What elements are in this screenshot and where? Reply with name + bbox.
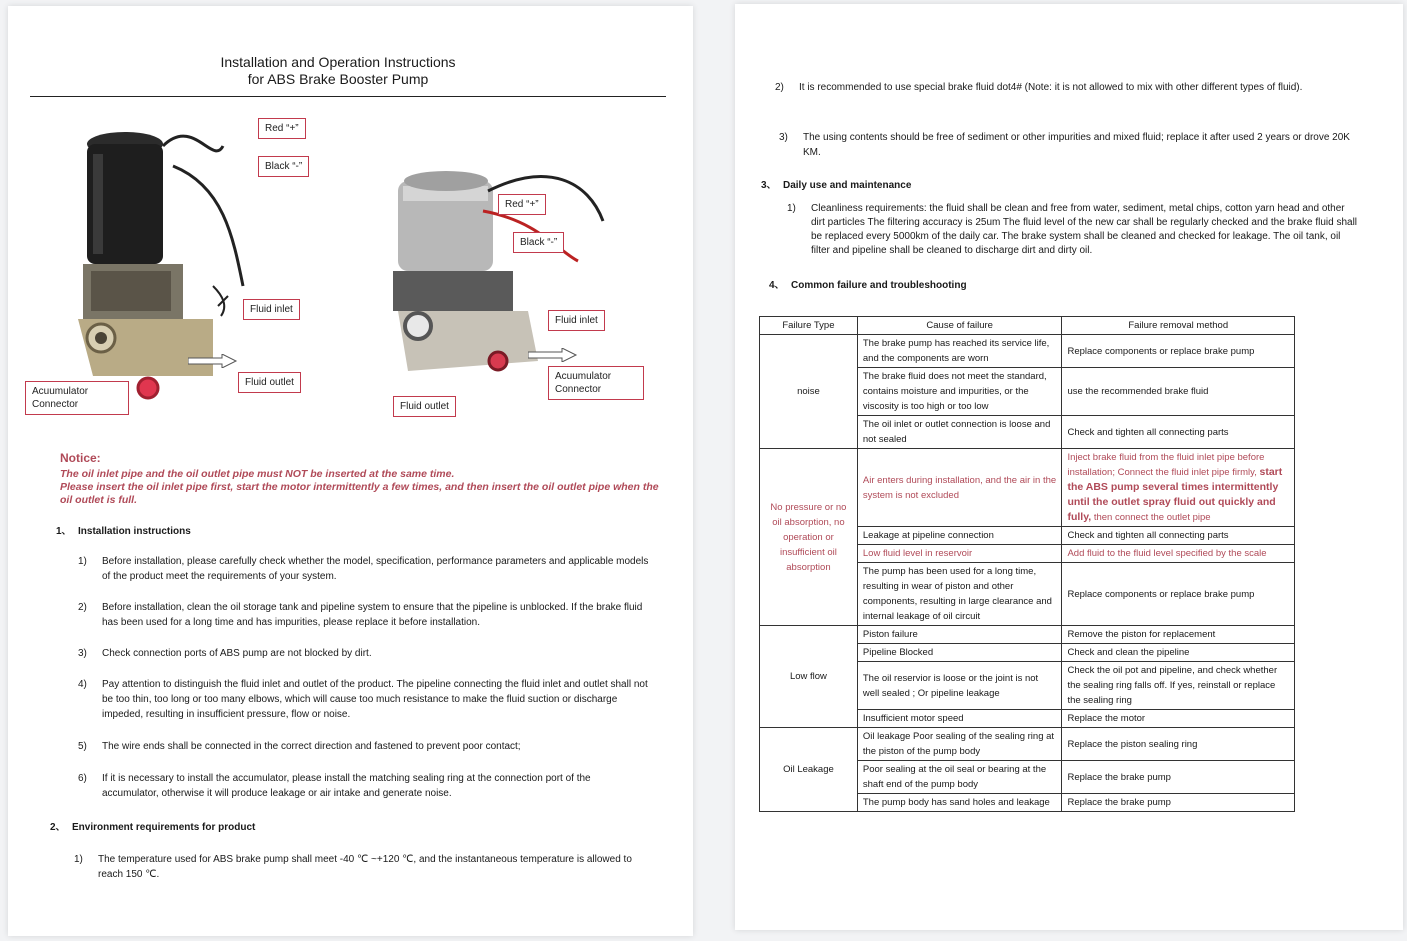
item-number: 4): [78, 679, 87, 690]
label-black-minus-2: Black “-”: [513, 232, 564, 253]
arrow-right-icon: [188, 354, 238, 368]
document-title: [128, 54, 548, 88]
cause-cell: Oil leakage Poor sealing of the sealing ring at the piston of the pump body: [857, 728, 1062, 761]
item-text: The using contents should be free of sediment or other impurities and mixed fluid; replace it after used 2 years or drove 20K KM.: [803, 132, 1350, 158]
item-number: 5): [78, 741, 87, 752]
right-page: [735, 4, 1403, 930]
section-title: Common failure and troubleshooting: [791, 280, 967, 291]
method-cell: use the recommended brake fluid: [1062, 368, 1295, 416]
method-cell: Replace components or replace brake pump: [1062, 563, 1295, 626]
label-accumulator-2-line1: Acuumulator: [555, 371, 612, 382]
item-number: 3): [779, 132, 788, 143]
item-text: Before installation, please carefully check whether the model, specification, performance parameters and applicable models of the product meet the requirements of your system.: [102, 556, 649, 582]
method-cell: Check and tighten all connecting parts: [1062, 416, 1295, 449]
item-number: 2): [78, 602, 87, 613]
section-installation-heading: [56, 522, 191, 537]
method-cell: Replace the piston sealing ring: [1062, 728, 1295, 761]
cause-cell: Insufficient motor speed: [857, 710, 1062, 728]
item-text: If it is necessary to install the accumulator, please install the matching sealing ring at the connection port of the accumulator, otherwise it will produce leakage or air intake and generate noise.: [102, 773, 591, 799]
section-maintenance-heading: [761, 176, 911, 191]
item-text: Cleanliness requirements: the fluid shall be clean and free from water, sediment, metal chips, cotton yarn head and other dirt particles The filtering accuracy is 25um The fluid level of the new car shall be regularly checked and the brake fluid shall be replaced every 5000km of the daily car. The brake system shall be cleaned and checked for leakage. The oil tank, oil filter and pipeline shall be cleaned to discharge dirt and dirty oil.: [811, 203, 1358, 256]
failure-type-low-flow: Low flow: [760, 626, 858, 728]
cause-cell: Piston failure: [857, 626, 1062, 644]
failure-table: [759, 316, 1295, 812]
notice-heading: Notice:: [60, 451, 101, 465]
header-method: Failure removal method: [1062, 317, 1295, 335]
title-line-1: Installation and Operation Instructions: [220, 54, 456, 70]
cause-cell: Poor sealing at the oil seal or bearing at the shaft end of the pump body: [857, 761, 1062, 794]
section-number: 1、: [56, 526, 72, 537]
cause-cell: The pump body has sand holes and leakage: [857, 794, 1062, 812]
item-text: Before installation, clean the oil storage tank and pipeline system to ensure that the pipeline is unblocked. If the brake fluid has been used for a long time and has impurities, please replace it before installation.: [102, 602, 643, 628]
section-environment-heading: [50, 818, 255, 833]
table-row: [760, 449, 1295, 527]
title-rule: [30, 96, 666, 97]
method-cell: Replace the brake pump: [1062, 794, 1295, 812]
section-title: Installation instructions: [78, 526, 191, 537]
method-cell: Replace components or replace brake pump: [1062, 335, 1295, 368]
table-header-row: [760, 317, 1295, 335]
header-failure-type: Failure Type: [760, 317, 858, 335]
header-cause: Cause of failure: [857, 317, 1062, 335]
method-cell: Add fluid to the fluid level specified by the scale: [1062, 545, 1295, 563]
left-page: [8, 6, 693, 936]
cause-cell: Air enters during installation, and the air in the system is not excluded: [857, 449, 1062, 527]
cause-cell: Low fluid level in reservoir: [857, 545, 1062, 563]
method-part-bold: start the ABS pump several times intermittently until the outlet spray fluid out quickly and fully,: [1067, 466, 1283, 523]
item-number: 2): [775, 82, 784, 93]
failure-type-oil-leakage: Oil Leakage: [760, 728, 858, 812]
item-number: 1): [74, 854, 83, 865]
label-fluid-inlet-2: Fluid inlet: [548, 310, 605, 331]
label-fluid-inlet-1: Fluid inlet: [243, 299, 300, 320]
item-number: 1): [78, 556, 87, 567]
item-number: 1): [787, 203, 796, 214]
section-title: Daily use and maintenance: [783, 180, 912, 191]
failure-type-noise: noise: [760, 335, 858, 449]
item-text: The wire ends shall be connected in the correct direction and fastened to prevent poor contact;: [102, 741, 521, 752]
cause-cell: The oil inlet or outlet connection is loose and not sealed: [857, 416, 1062, 449]
label-accumulator-2: [548, 366, 644, 400]
item-number: 3): [78, 648, 87, 659]
section-number: 3、: [761, 180, 777, 191]
cause-cell: The brake pump has reached its service life, and the components are worn: [857, 335, 1062, 368]
method-cell: Remove the piston for replacement: [1062, 626, 1295, 644]
method-cell: Check the oil pot and pipeline, and check whether the sealing ring falls off. If yes, reinstall or replace the sealing ring: [1062, 662, 1295, 710]
cause-cell: The brake fluid does not meet the standard, contains moisture and impurities, or the viscosity is too high or too low: [857, 368, 1062, 416]
method-cell: Check and tighten all connecting parts: [1062, 527, 1295, 545]
label-black-minus-1: Black “-”: [258, 156, 309, 177]
table-row: [760, 626, 1295, 644]
title-line-2: for ABS Brake Booster Pump: [247, 71, 429, 87]
item-text: The temperature used for ABS brake pump shall meet -40 ℃ ~+120 ℃, and the instantaneous temperature is allowed to reach 150 ℃.: [98, 854, 632, 880]
label-red-plus-2: Red “+”: [498, 194, 546, 215]
item-number: 6): [78, 773, 87, 784]
section-title: Environment requirements for product: [72, 822, 256, 833]
notice-text: [60, 468, 660, 507]
label-accumulator-1-line2: Connector: [32, 399, 79, 410]
table-row: [760, 728, 1295, 761]
label-fluid-outlet-1: Fluid outlet: [238, 372, 301, 393]
cause-cell: The pump has been used for a long time, resulting in wear of piston and other components, resulting in large clearance and internal leakage of oil circuit: [857, 563, 1062, 626]
item-text: Pay attention to distinguish the fluid inlet and outlet of the product. The pipeline connecting the fluid inlet and outlet shall not be too thin, too long or too many elbows, which will cause too much resistance to make the fluid suction or discharge impeded, resulting in insufficient pressure, flow or noise.: [102, 679, 648, 720]
method-cell: [1062, 449, 1295, 527]
failure-type-no-pressure: No pressure or no oil absorption, no operation or insufficient oil absorption: [760, 449, 858, 626]
method-cell: Check and clean the pipeline: [1062, 644, 1295, 662]
label-red-plus-1: Red “+”: [258, 118, 306, 139]
section-number: 2、: [50, 822, 66, 833]
method-cell: Replace the brake pump: [1062, 761, 1295, 794]
notice-line-1: The oil inlet pipe and the oil outlet pipe must NOT be inserted at the same time.: [60, 468, 455, 480]
section-number: 4、: [769, 280, 785, 291]
notice-line-2: Please insert the oil inlet pipe first, start the motor intermittently a few times, and then insert the oil outlet pipe when the oil outlet is full.: [60, 481, 659, 506]
method-cell: Replace the motor: [1062, 710, 1295, 728]
method-part: Inject brake fluid from the fluid inlet pipe before installation; Connect the fluid inlet pipe firmly,: [1067, 452, 1265, 478]
label-accumulator-2-line2: Connector: [555, 384, 602, 395]
table-row: [760, 335, 1295, 368]
label-accumulator-1: [25, 381, 129, 415]
cause-cell: The oil reservior is loose or the joint is not well sealed ; Or pipeline leakage: [857, 662, 1062, 710]
arrow-right-icon: [528, 348, 578, 362]
section-troubleshooting-heading: [769, 276, 967, 291]
item-text: It is recommended to use special brake fluid dot4# (Note: it is not allowed to mix with other different types of fluid).: [799, 82, 1303, 93]
cause-cell: Leakage at pipeline connection: [857, 527, 1062, 545]
item-text: Check connection ports of ABS pump are not blocked by dirt.: [102, 648, 372, 659]
label-fluid-outlet-2: Fluid outlet: [393, 396, 456, 417]
label-accumulator-1-line1: Acuumulator: [32, 386, 89, 397]
cause-cell: Pipeline Blocked: [857, 644, 1062, 662]
method-part: then connect the outlet pipe: [1091, 512, 1211, 523]
